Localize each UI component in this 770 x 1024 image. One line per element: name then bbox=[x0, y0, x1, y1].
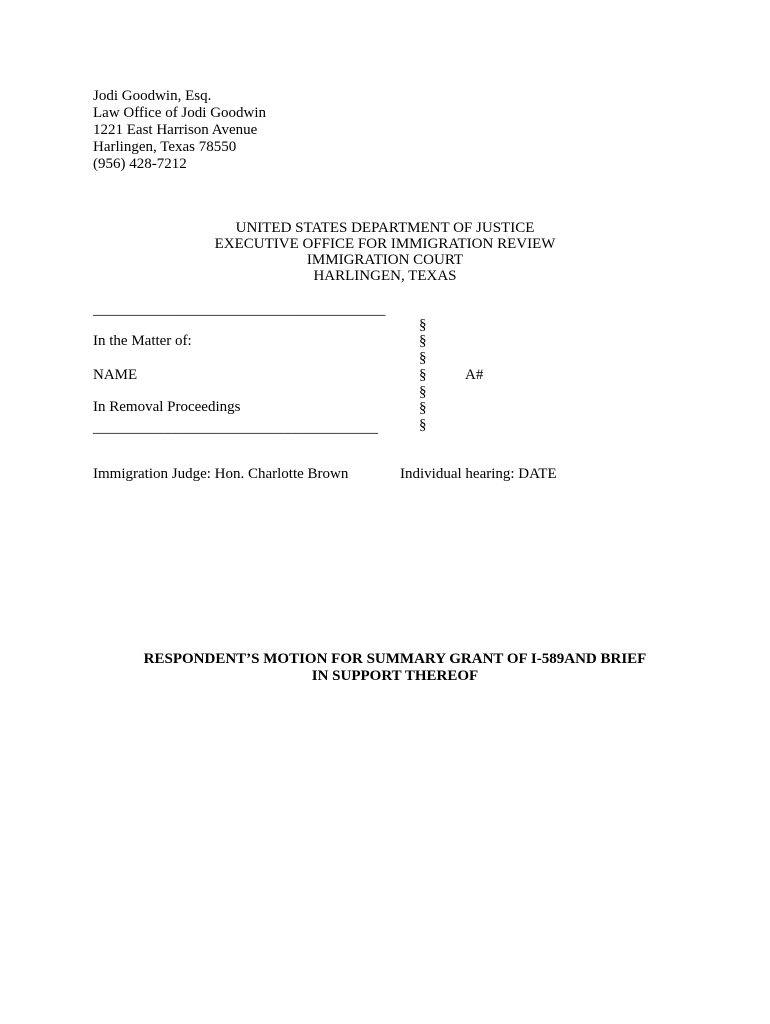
law-office-name: Law Office of Jodi Goodwin bbox=[93, 105, 267, 121]
section-symbol: § bbox=[419, 350, 427, 366]
caption-top-rule: _______________________________________ bbox=[93, 302, 386, 318]
alien-number-label: A# bbox=[465, 367, 484, 383]
respondent-name: NAME bbox=[93, 367, 138, 383]
immigration-judge: Immigration Judge: Hon. Charlotte Brown bbox=[93, 466, 349, 482]
court-heading-line-1: UNITED STATES DEPARTMENT OF JUSTICE bbox=[235, 220, 535, 236]
court-heading-line-3: IMMIGRATION COURT bbox=[306, 252, 464, 268]
motion-title-line-2: IN SUPPORT THEREOF bbox=[311, 668, 479, 684]
attorney-name: Jodi Goodwin, Esq. bbox=[93, 88, 212, 104]
in-the-matter-label: In the Matter of: bbox=[93, 333, 192, 349]
individual-hearing-date: Individual hearing: DATE bbox=[400, 466, 557, 482]
proceedings-type: In Removal Proceedings bbox=[93, 399, 241, 415]
street-address: 1221 East Harrison Avenue bbox=[93, 122, 258, 138]
section-symbol: § bbox=[419, 384, 427, 400]
caption-bottom-rule: ______________________________________ bbox=[93, 420, 378, 436]
court-heading-line-4: HARLINGEN, TEXAS bbox=[313, 268, 457, 284]
city-state-zip: Harlingen, Texas 78550 bbox=[93, 139, 237, 155]
section-symbol: § bbox=[419, 400, 427, 416]
section-symbol: § bbox=[419, 417, 427, 433]
section-symbol: § bbox=[419, 333, 427, 349]
phone-number: (956) 428-7212 bbox=[93, 156, 187, 172]
motion-title-line-1: RESPONDENT’S MOTION FOR SUMMARY GRANT OF I-589AND BRIEF bbox=[143, 651, 647, 667]
section-symbol: § bbox=[419, 317, 427, 333]
section-symbol: § bbox=[419, 367, 427, 383]
court-heading-line-2: EXECUTIVE OFFICE FOR IMMIGRATION REVIEW bbox=[214, 236, 556, 252]
